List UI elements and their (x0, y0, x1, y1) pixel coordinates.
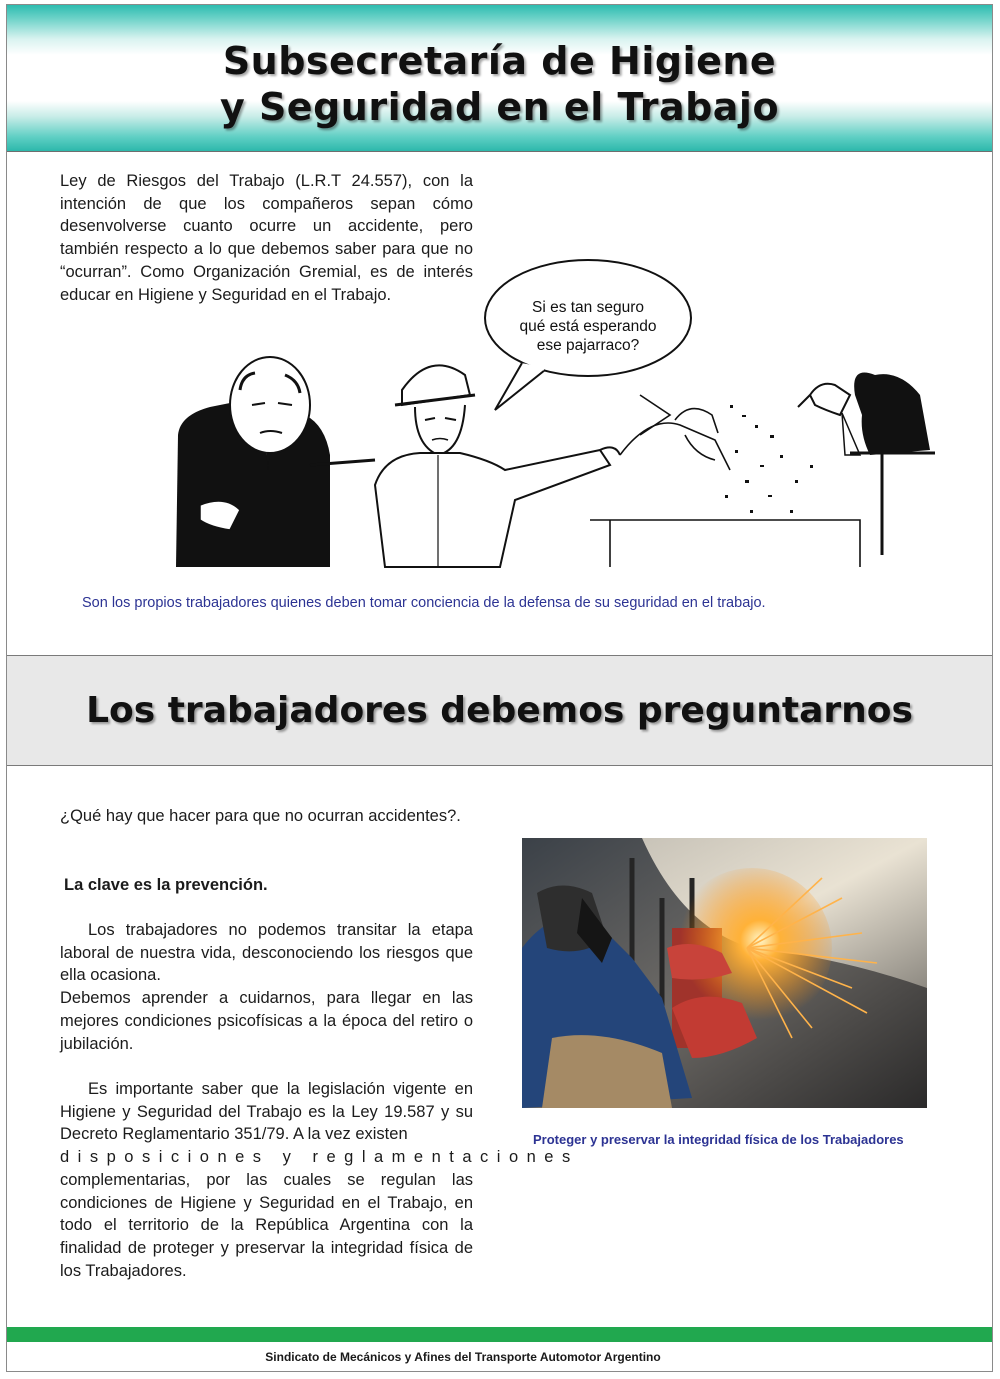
page-title-line-2: y Seguridad en el Trabajo (219, 85, 780, 129)
speech-line-2: qué está esperando (519, 318, 657, 335)
sparks (725, 405, 813, 513)
legislation-paragraph (60, 1078, 579, 1282)
speech-bubble (485, 260, 691, 410)
header-band (7, 5, 992, 151)
legislation-text-c: complementarias, por las cuales se regulan las condiciones de Higiene y Seguridad en el Trabajo, en todo el territorio de la República Argentina con la finalidad de proteger y preservar la integridad física de los Trabajadores. (60, 1170, 473, 1280)
section-title: Los trabajadores debemos preguntarnos (86, 690, 913, 731)
key-statement: La clave es la prevención. (64, 876, 268, 894)
background-welder (590, 395, 860, 567)
header-divider (7, 151, 992, 152)
legislation-text-b: disposiciones y reglamentaciones (60, 1148, 579, 1167)
boss-figure (176, 357, 375, 567)
page-title-line-1: Subsecretaría de Higiene (222, 39, 777, 83)
prevention-text-b: Debemos aprender a cuidarnos, para llegar en las mejores condiciones psicofísicas a la época del retiro o jubilación. (60, 989, 473, 1053)
safety-cartoon-illustration (170, 255, 940, 580)
section-divider-bottom (7, 765, 992, 766)
question-paragraph: ¿Qué hay que hacer para que no ocurran accidentes?. (60, 807, 461, 825)
prevention-text-a: Los trabajadores no podemos transitar la etapa laboral de nuestra vida, desconociendo los riesgos que ella ocasiona. (60, 921, 473, 985)
page-title (7, 38, 992, 130)
footer-bar (7, 1327, 992, 1342)
welder-photo (522, 838, 927, 1108)
legislation-text-a: Es importante saber que la legislación vigente en Higiene y Seguridad del Trabajo es la Ley 19.587 y su Decreto Reglamentario 351/79. A la vez existen (60, 1080, 473, 1144)
cartoon-caption: Son los propios trabajadores quienes deben tomar conciencia de la defensa de su seguridad en el trabajo. (82, 595, 766, 611)
worker-figure (375, 365, 620, 567)
speech-line-1: Si es tan seguro (531, 299, 645, 316)
intro-paragraph: Ley de Riesgos del Trabajo (L.R.T 24.557), con la intención de que los compañeros sepan cómo desenvolverse cuanto ocurre un accidente, pero también respecto a lo que debemos saber para que no “ocurran”. Como Organización Gremial, es de interés educar en Higiene y Seguridad en el Trabajo. (60, 172, 473, 304)
vulture-figure (798, 373, 935, 556)
prevention-paragraph (60, 919, 473, 1055)
photo-caption: Proteger y preservar la integridad física de los Trabajadores (533, 1132, 904, 1147)
speech-line-3: ese pajarraco? (536, 337, 640, 354)
section-band (7, 656, 992, 765)
footer-organization: Sindicato de Mecánicos y Afines del Transporte Automotor Argentino (265, 1350, 661, 1364)
